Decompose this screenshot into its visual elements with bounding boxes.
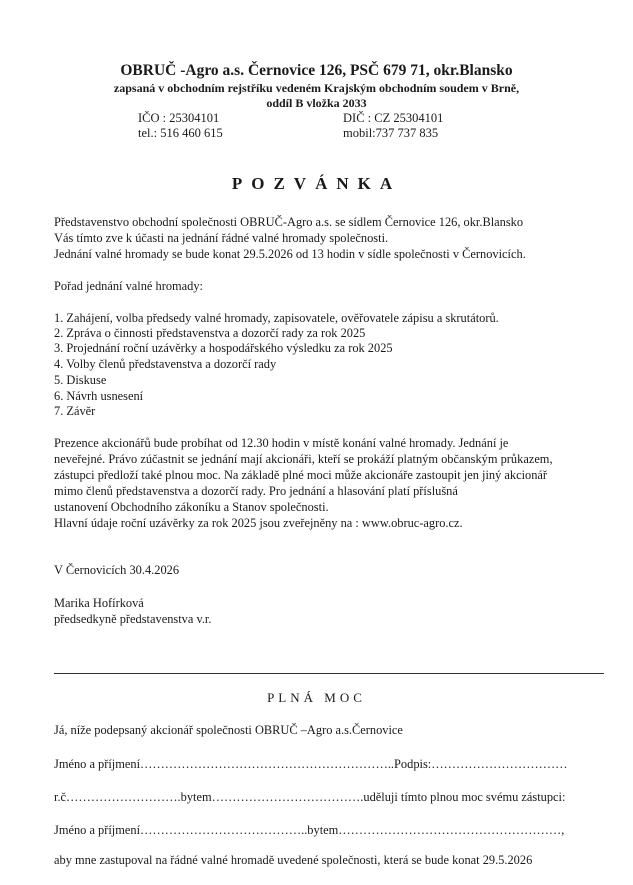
proxy-line: r.č……………………….bytem……………………………….uděluji tímto plnou moc svému zástupci: — [54, 790, 566, 804]
signature-name: Marika Hofírková — [54, 596, 144, 610]
agenda-item: 7. Závěr — [54, 404, 96, 418]
intro-line: Jednání valné hromady se bude konat 29.5.2026 od 13 hodin v sídle společnosti v Černovicích. — [54, 247, 526, 261]
proxy-line: Jméno a příjmení…………………………………..bytem………………………………………………, — [54, 823, 565, 837]
ico: IČO : 25304101 — [138, 111, 220, 125]
intro-line: Představenstvo obchodní společnosti OBRUČ-Agro a.s. se sídlem Černovice 126, okr.Blansko — [54, 215, 524, 229]
company-header: OBRUČ -Agro a.s. Černovice 126, PSČ 679 71, okr.Blansko — [120, 62, 513, 79]
agenda-item: 3. Projednání roční uzávěrky a hospodářského výsledku za rok 2025 — [54, 341, 393, 355]
agenda-item: 1. Zahájení, volba předsedy valné hromady, zapisovatele, ověřovatele zápisu a skrutátorů. — [54, 311, 499, 325]
document-title: POZVÁNKA — [231, 174, 402, 193]
agenda-item: 5. Diskuse — [54, 373, 107, 387]
agenda-item: 6. Návrh usnesení — [54, 389, 144, 403]
notes-line: zástupci předloží také plnou moc. Na základě plné moci může akcionáře zastoupit jen jiný akcionář — [54, 468, 548, 482]
dic: DIČ : CZ 25304101 — [343, 111, 444, 125]
notes-line: Hlavní údaje roční uzávěrky za rok 2025 jsou zveřejněny na : www.obruc-agro.cz. — [54, 516, 463, 530]
mobile: mobil:737 737 835 — [343, 126, 439, 140]
notes-line: mimo členů představenstva a dozorčí rady. Pro jednání a hlasování platí příslušná — [54, 484, 458, 498]
agenda-title: Pořad jednání valné hromady: — [54, 279, 203, 293]
notes-line: neveřejné. Právo zúčastnit se jednání mají akcionáři, kteří se prokáží platným občanským průkazem, — [54, 452, 553, 466]
proxy-line: Jméno a příjmení……………………………………………………..Podpis:…………………………… — [54, 757, 568, 771]
intro-line: Vás tímto zve k účasti na jednání řádné valné hromady společnosti. — [54, 231, 389, 245]
notes-line: Prezence akcionářů bude probíhat od 12.30 hodin v místě konání valné hromady. Jednání je — [54, 436, 509, 450]
notes-line: ustanovení Obchodního zákoníku a Stanov společnosti. — [54, 500, 329, 514]
signature-role: předsedkyně představenstva v.r. — [54, 612, 212, 626]
proxy-line: Já, níže podepsaný akcionář společnosti OBRUČ –Agro a.s.Černovice — [54, 723, 403, 737]
agenda-item: 4. Volby členů představenstva a dozorčí rady — [54, 357, 277, 371]
registry-line: zapsaná v obchodním rejstříku vedeném Krajským obchodním soudem v Brně, — [113, 81, 520, 95]
proxy-line: aby mne zastupoval na řádné valné hromadě uvedené společnosti, která se bude konat 29.5.2026 — [54, 853, 533, 867]
agenda-item: 2. Zpráva o činnosti představenstva a dozorčí rady za rok 2025 — [54, 326, 366, 340]
divider — [54, 673, 604, 674]
phone: tel.: 516 460 615 — [138, 126, 223, 140]
proxy-title: PLNÁ MOC — [267, 690, 366, 705]
registry-section: oddíl B vložka 2033 — [266, 96, 367, 110]
place-date: V Černovicích 30.4.2026 — [54, 563, 180, 577]
